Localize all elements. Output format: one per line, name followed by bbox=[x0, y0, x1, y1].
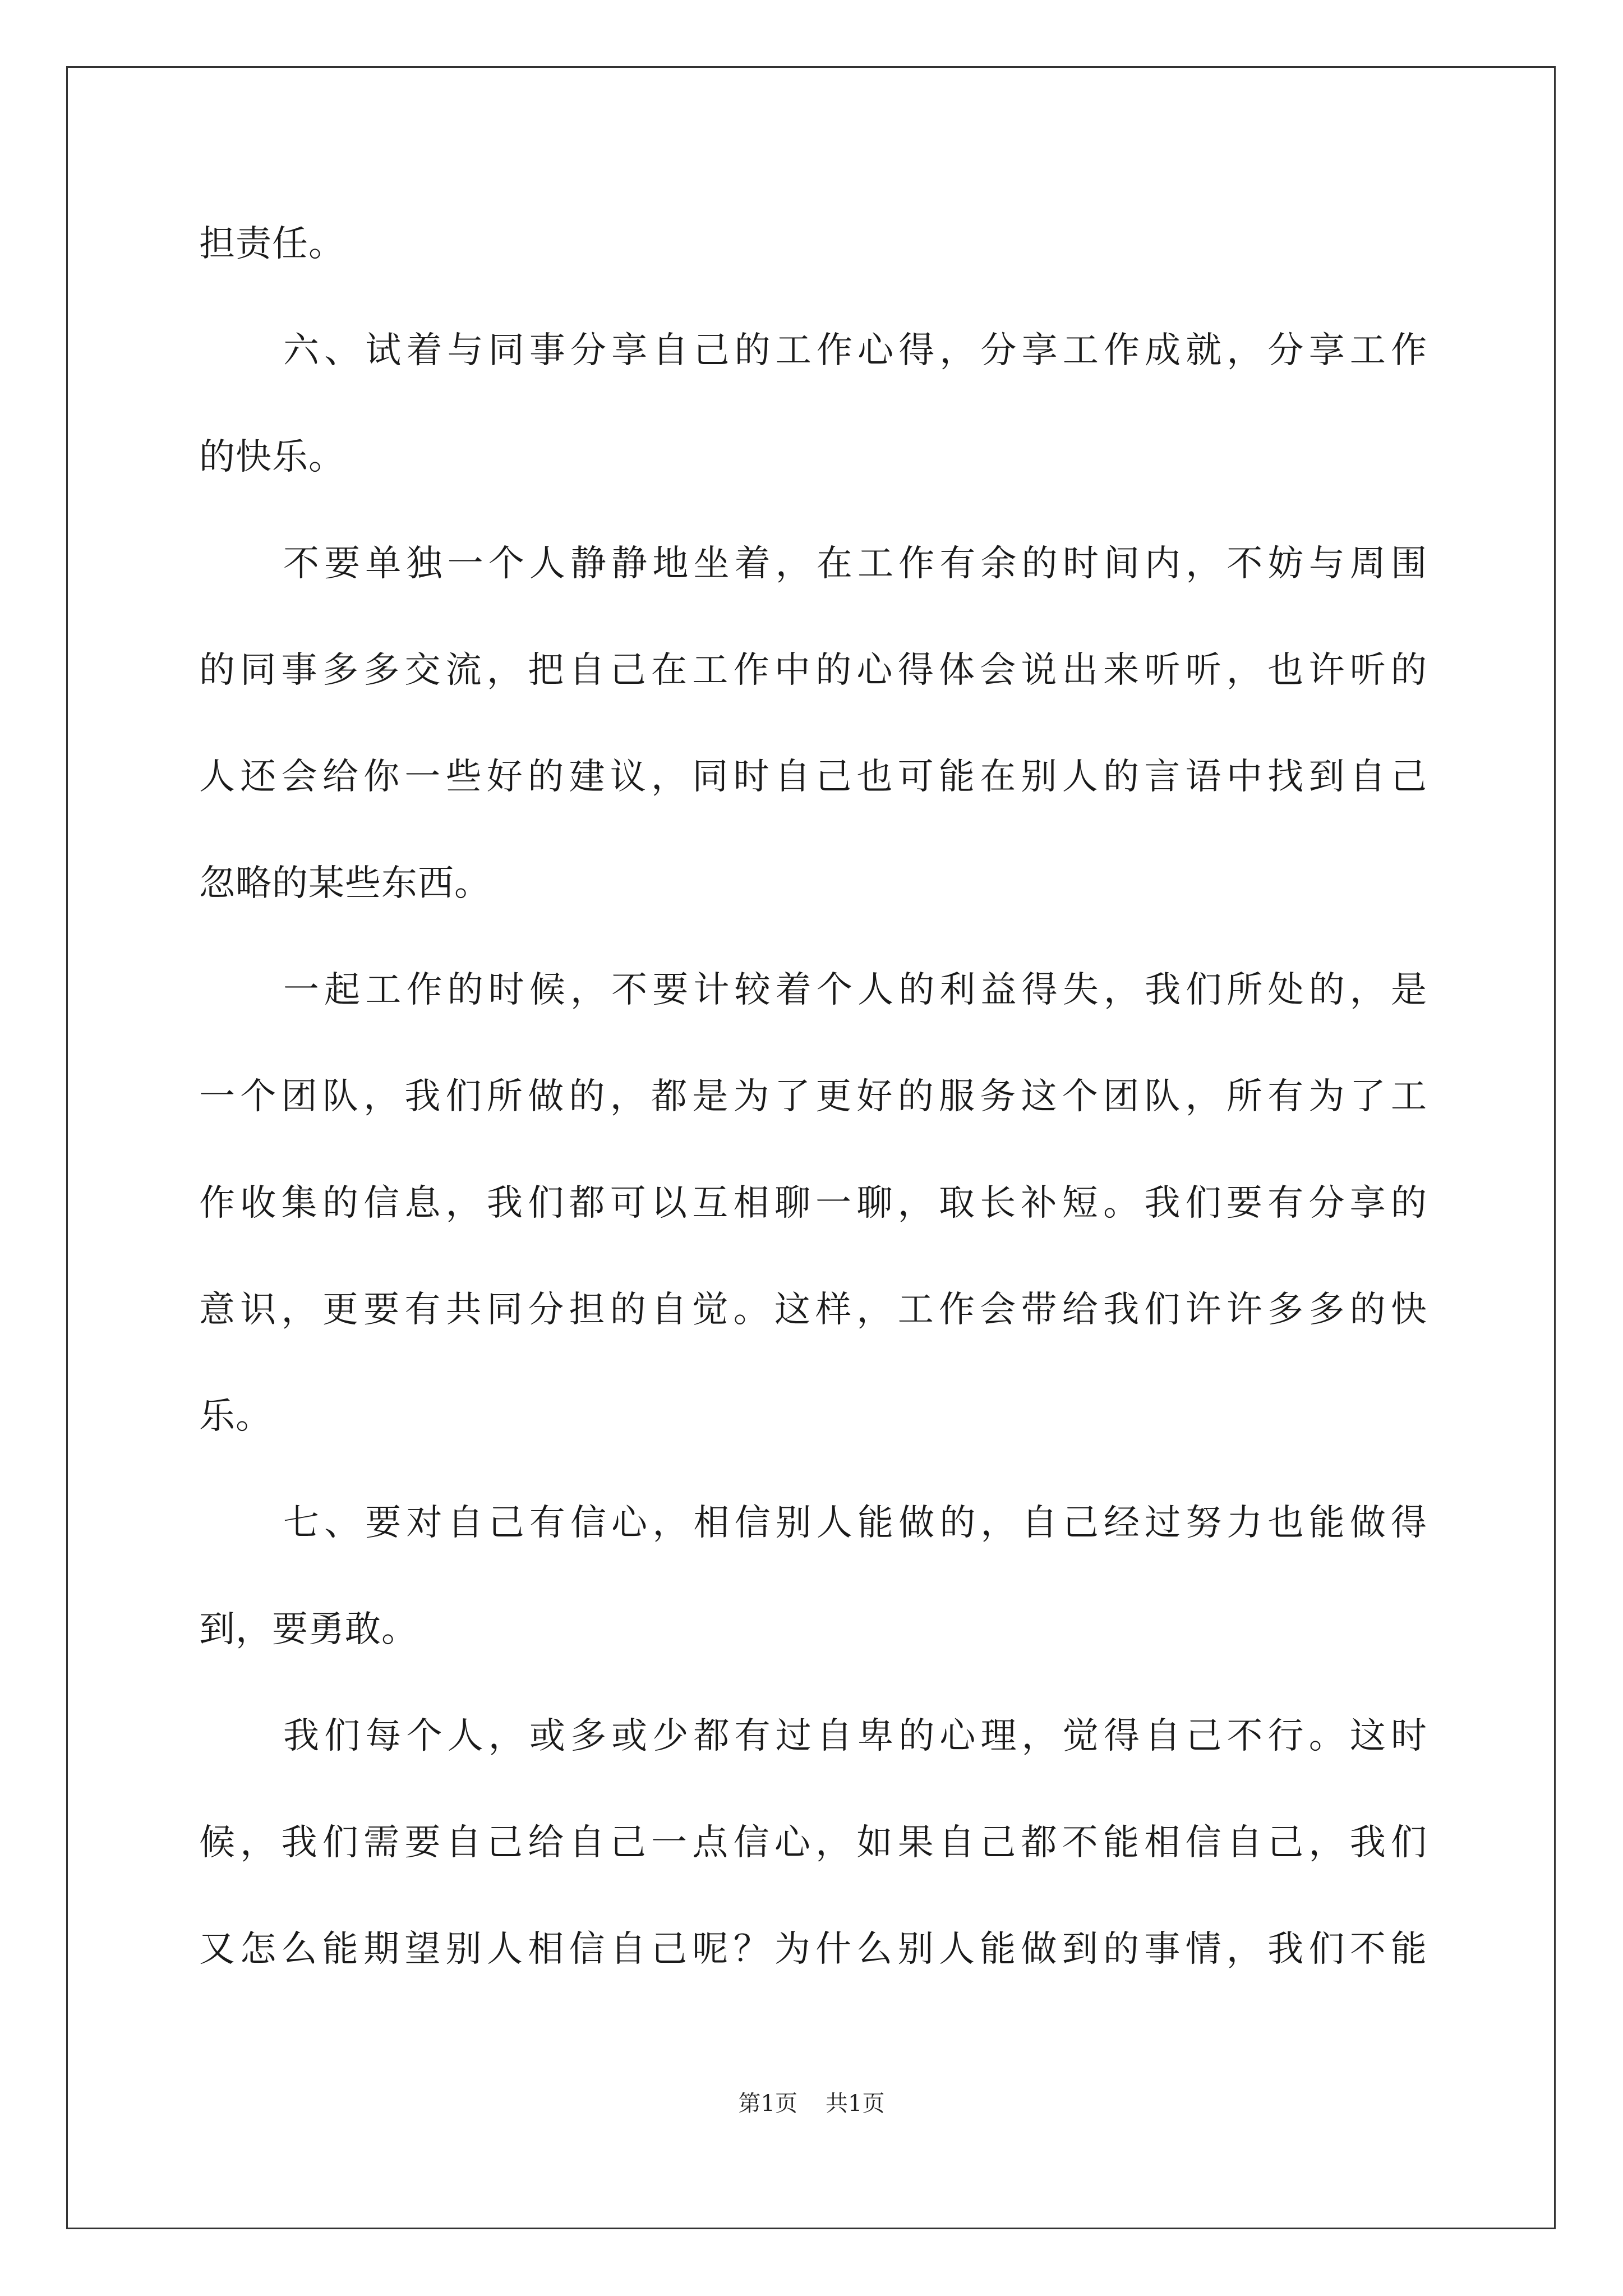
text-line: 的快乐。 bbox=[199, 436, 345, 478]
text-line: 乐。 bbox=[199, 1396, 272, 1437]
text-line: 忽略的某些东西。 bbox=[199, 863, 491, 904]
text-line: 六、试着与同事分享自己的工作心得，分享工作成就，分享工作 bbox=[283, 330, 1427, 371]
text-line: 七、要对自己有信心，相信别人能做的，自己经过努力也能做得 bbox=[283, 1502, 1427, 1544]
text-line: 到，要勇敢。 bbox=[199, 1609, 418, 1650]
page-border bbox=[66, 66, 1556, 2229]
text-line: 候，我们需要自己给自己一点信心，如果自己都不能相信自己，我们 bbox=[199, 1822, 1427, 1864]
page-number: 第1页 bbox=[738, 2091, 797, 2116]
text-line: 的同事多多交流，把自己在工作中的心得体会说出来听听，也许听的 bbox=[199, 650, 1427, 691]
page-total: 共1页 bbox=[826, 2091, 885, 2116]
text-line: 意识，更要有共同分担的自觉。这样，工作会带给我们许许多多的快 bbox=[199, 1289, 1427, 1331]
text-line: 一起工作的时候，不要计较着个人的利益得失，我们所处的，是 bbox=[283, 969, 1427, 1011]
text-line: 我们每个人，或多或少都有过自卑的心理，觉得自己不行。这时 bbox=[283, 1715, 1427, 1757]
text-line: 不要单独一个人静静地坐着，在工作有余的时间内，不妨与周围 bbox=[283, 543, 1427, 585]
text-line: 担责任。 bbox=[199, 223, 345, 265]
text-line: 人还会给你一些好的建议，同时自己也可能在别人的言语中找到自己 bbox=[199, 756, 1427, 798]
page-footer bbox=[0, 2087, 1623, 2120]
text-line: 一个团队，我们所做的，都是为了更好的服务这个团队，所有为了工 bbox=[199, 1076, 1427, 1117]
text-line: 又怎么能期望别人相信自己呢？为什么别人能做到的事情，我们不能 bbox=[199, 1929, 1427, 1970]
text-line: 作收集的信息，我们都可以互相聊一聊，取长补短。我们要有分享的 bbox=[199, 1182, 1427, 1224]
